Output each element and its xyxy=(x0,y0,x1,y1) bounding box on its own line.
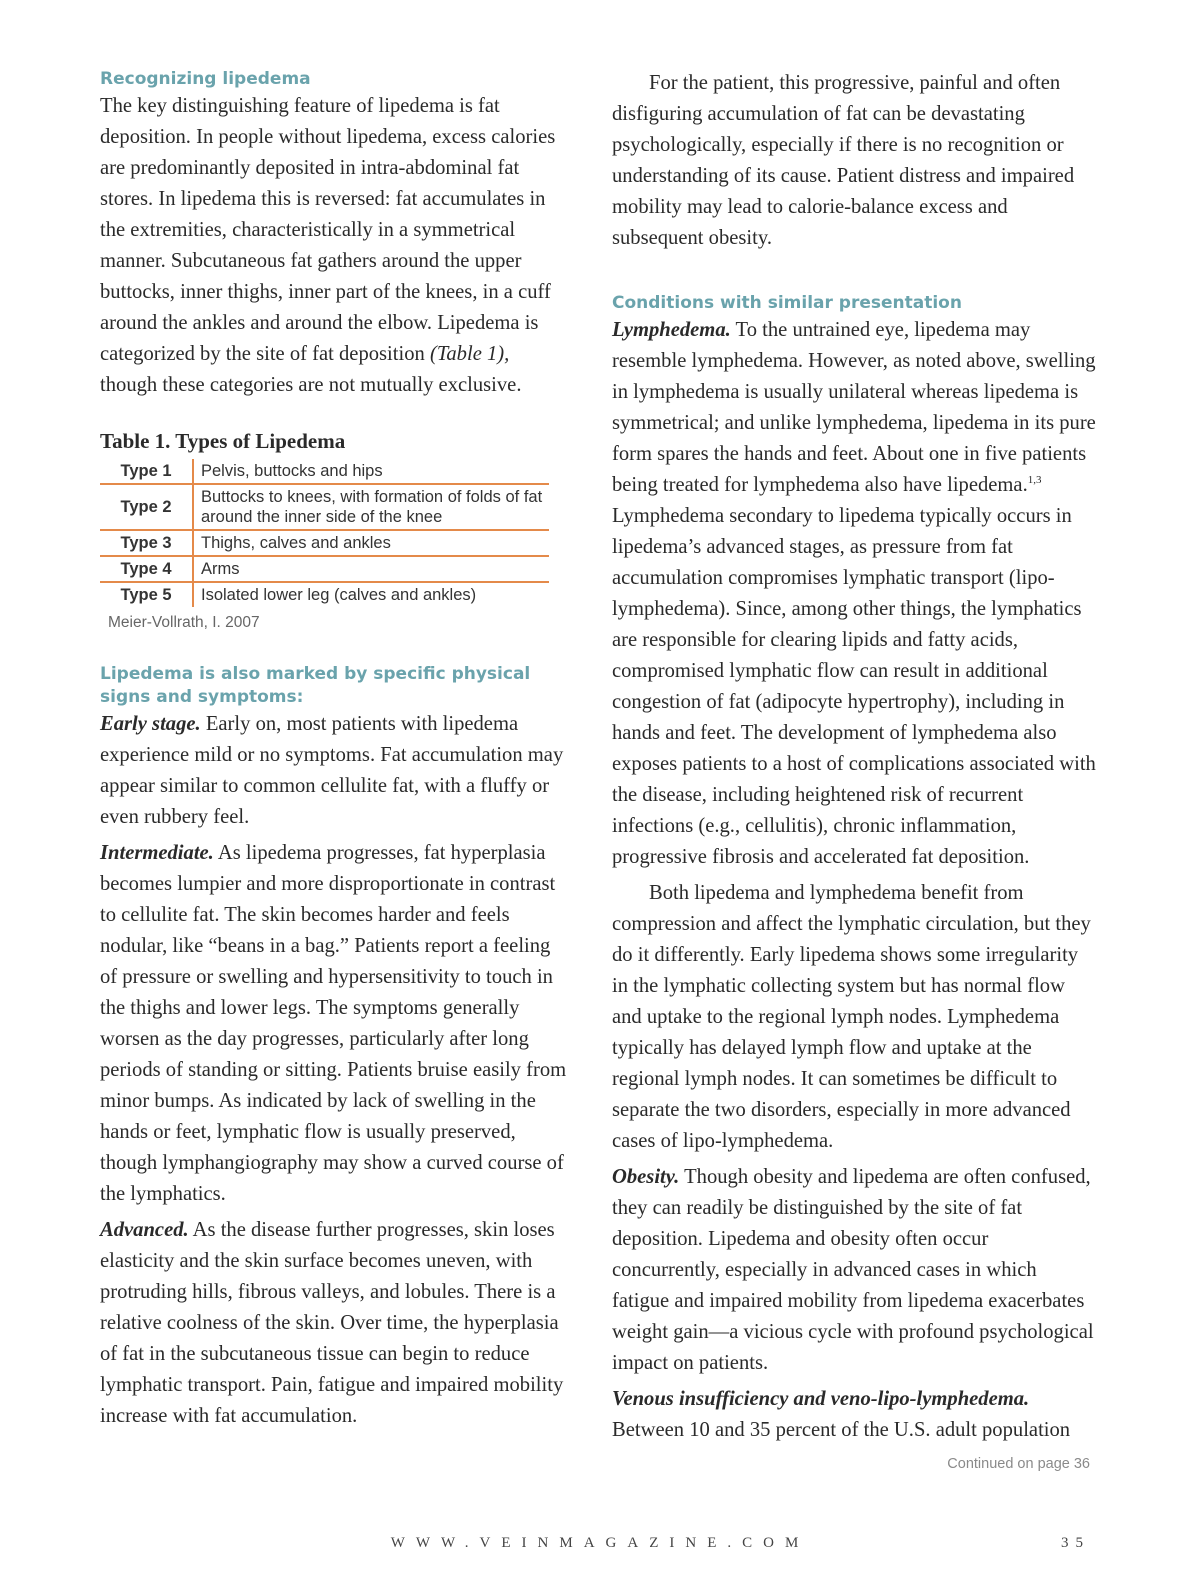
section-heading-signs: Lipedema is also marked by specific physical signs and symptoms: xyxy=(100,664,531,707)
paragraph-lymphedema xyxy=(612,315,1096,873)
paragraph-recognizing xyxy=(100,91,570,401)
type-description: Thighs, calves and ankles xyxy=(201,534,391,552)
right-column xyxy=(612,68,1096,1446)
type-description: Pelvis, buttocks and hips xyxy=(201,462,383,480)
venous-lead: Venous insufficiency and veno-lipo-lymphedema. xyxy=(612,1388,1030,1410)
advanced-lead: Advanced. xyxy=(100,1219,189,1241)
paragraph-early-stage xyxy=(100,709,570,833)
lipedema-types-table xyxy=(100,459,549,607)
paragraph-venous xyxy=(612,1384,1096,1446)
table-row xyxy=(100,556,549,582)
type-description: Isolated lower leg (calves and ankles) xyxy=(201,586,477,604)
left-column xyxy=(100,68,570,1432)
section-heading-recognizing: Recognizing lipedema xyxy=(100,69,311,89)
page-number: 35 xyxy=(1061,1535,1090,1551)
early-stage-lead: Early stage. xyxy=(100,713,201,735)
table-row xyxy=(100,582,549,607)
lymphedema-text: To the untrained eye, lipedema may resemble lymphedema. However, as noted above, swelling in lymphedema is usually unilateral whereas lipedema is symmetrical; and unlike lymphedema, lipedema in its pure form spares the hands and feet. About one in five patients being treated for lymphedema also have lipedema. xyxy=(612,319,1096,496)
advanced-text: As the disease further progresses, skin loses elasticity and the skin surface becomes uneven, with protruding hills, fibrous valleys, and lobules. There is a relative coolness of the skin. Over time, the hyperplasia of fat in the subcutaneous tissue can begin to reduce lymphatic transport. Pain, fatigue and impaired mobility increase with fat accumulation. xyxy=(100,1219,564,1427)
type-label: Type 3 xyxy=(100,530,193,556)
paragraph-both-benefit: Both lipedema and lymphedema benefit from compression and affect the lymphatic circulation, but they do it differently. Early lipedema shows some irregularity in the lymphatic collecting system but has normal flow and uptake to the regional lymph nodes. Lymphedema typically has delayed lymph flow and uptake at the regional lymph nodes. It can sometimes be difficult to separate the two disorders, especially in more advanced cases of lipo-lymphedema. xyxy=(612,882,1091,1152)
venous-text: Between 10 and 35 percent of the U.S. adult population xyxy=(612,1419,1071,1441)
paragraph-patient-impact: For the patient, this progressive, painful and often disfiguring accumulation of fat can be devastating psychologically, especially if there is no recognition or understanding of its cause. Patient distress and impaired mobility may lead to calorie-balance excess and subsequent obesity. xyxy=(612,72,1075,249)
table-row xyxy=(100,484,549,530)
type-description: Arms xyxy=(201,560,240,578)
obesity-lead: Obesity. xyxy=(612,1166,680,1188)
intermediate-text: As lipedema progresses, fat hyperplasia becomes lumpier and more disproportionate in contrast to cellulite fat. The skin becomes harder and feels nodular, like “beans in a bag.” Patients report a feeling of pressure or swelling and hypersensitivity to touch in the thighs and lower legs. The symptoms generally worsen as the day progresses, particularly after long periods of standing or sitting. Patients bruise easily from minor bumps. As indicated by lack of swelling in the hands or feet, lymphatic flow is usually preserved, though lymphangiography may show a curved course of the lymphatics. xyxy=(100,842,567,1205)
type-label: Type 2 xyxy=(100,484,193,530)
table-title: Table 1. Types of Lipedema xyxy=(100,429,346,453)
footer-website: WWW.VEINMAGAZINE.COM xyxy=(390,1535,810,1551)
early-stage-text: Early on, most patients with lipedema experience mild or no symptoms. Fat accumulation may appear similar to common cellulite fat, with a fluffy or even rubbery feel. xyxy=(100,713,564,828)
lymphedema-lead: Lymphedema. xyxy=(612,319,731,341)
citation-superscript: 1,3 xyxy=(1027,474,1042,487)
table-source: Meier-Vollrath, I. 2007 xyxy=(108,614,260,631)
paragraph-text: The key distinguishing feature of lipedema is fat deposition. In people without lipedema, excess calories are predominantly deposited in intra-abdominal fat stores. In lipedema this is reversed: fat accumulates in the extremities, characteristically in a symmetrical manner. Subcutaneous fat gathers around the upper buttocks, inner thighs, inner part of the knees, in a cuff around the ankles and around the elbow. Lipedema is categorized by the site of fat deposition xyxy=(100,95,556,365)
table-row xyxy=(100,459,549,484)
table-reference: (Table 1), xyxy=(429,343,510,365)
table-row xyxy=(100,530,549,556)
obesity-text: Though obesity and lipedema are often confused, they can readily be distinguished by the site of fat deposition. Lipedema and obesity often occur concurrently, especially in advanced cases in which fatigue and impaired mobility from lipedema exacerbates weight gain—a vicious cycle with profound psychological impact on patients. xyxy=(612,1166,1094,1374)
type-label: Type 4 xyxy=(100,556,193,582)
paragraph-advanced xyxy=(100,1215,570,1432)
paragraph-obesity xyxy=(612,1162,1096,1379)
type-label: Type 5 xyxy=(100,582,193,607)
section-heading-conditions: Conditions with similar presentation xyxy=(612,293,962,313)
intermediate-lead: Intermediate. xyxy=(100,842,214,864)
type-description: Buttocks to knees, with formation of folds of fat around the inner side of the knee xyxy=(201,488,543,526)
type-label: Type 1 xyxy=(100,459,193,484)
continued-note: Continued on page 36 xyxy=(947,1456,1090,1472)
paragraph-intermediate xyxy=(100,838,570,1210)
lymphedema-text-continued: Lymphedema secondary to lipedema typically occurs in lipedema’s advanced stages, as pressure from fat accumulation compromises lymphatic transport (lipo-lymphedema). Since, among other things, the lymphatics are responsible for clearing lipids and fatty acids, compromised lymphatic flow can result in additional congestion of fat (adipocyte hypertrophy), including in hands and feet. The development of lymphedema also exposes patients to a host of complications associated with the disease, including heightened risk of recurrent infections (e.g., cellulitis), chronic inflammation, progressive fibrosis and accelerated fat deposition. xyxy=(612,505,1096,868)
paragraph-text-tail: though these categories are not mutually exclusive. xyxy=(100,374,522,396)
